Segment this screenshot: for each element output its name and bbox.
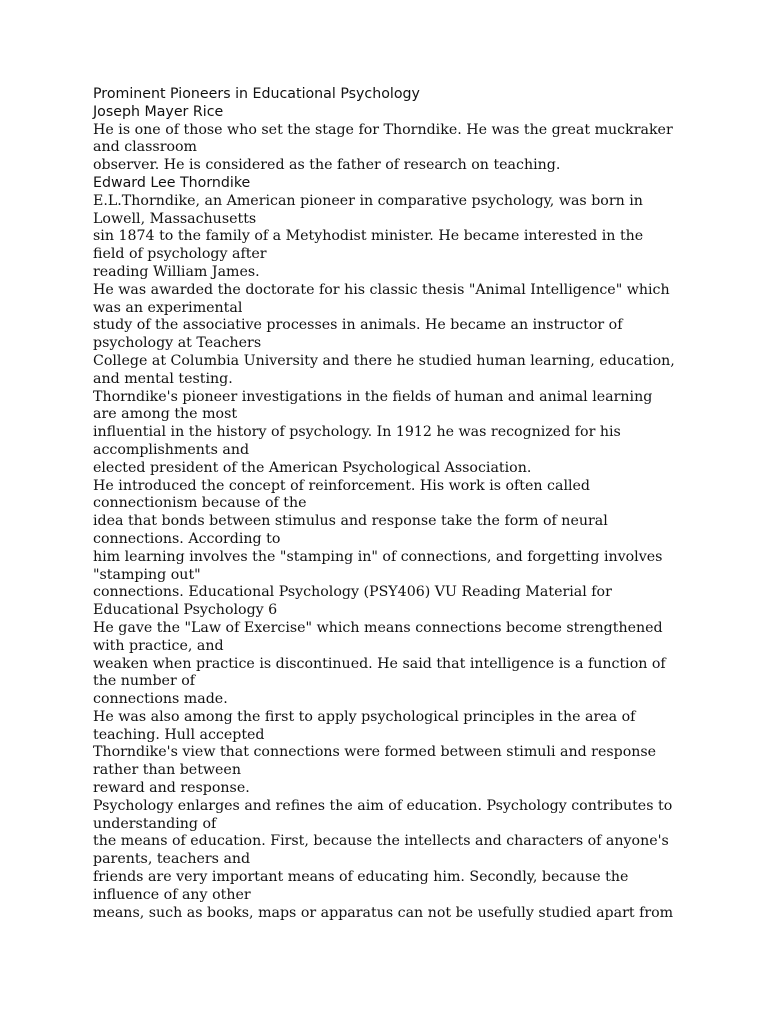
- text-line: are among the most: [93, 406, 238, 423]
- text-line: connections. Educational Psychology (PSY406) VU Reading Material for: [93, 584, 612, 601]
- section-heading-rice: Joseph Mayer Rice: [93, 103, 224, 120]
- text-line: the number of: [93, 673, 196, 690]
- text-line: reading William James.: [93, 263, 260, 280]
- text-line: E.L.Thorndike, an American pioneer in comparative psychology, was born in: [93, 192, 643, 209]
- text-line: Educational Psychology 6: [93, 602, 278, 619]
- section-rice: [93, 104, 683, 175]
- text-line: connectionism because of the: [93, 495, 307, 512]
- text-line: College at Columbia University and there he studied human learning, education,: [93, 352, 675, 369]
- text-line: He is one of those who set the stage for Thorndike. He was the great muckraker: [93, 121, 673, 138]
- text-line: connections. According to: [93, 530, 281, 547]
- text-line: and classroom: [93, 139, 198, 156]
- text-line: Thorndike's view that connections were formed between stimuli and response: [93, 744, 657, 761]
- text-line: understanding of: [93, 815, 217, 832]
- text-line: psychology at Teachers: [93, 335, 262, 352]
- document-page: [93, 86, 683, 922]
- text-line: parents, teachers and: [93, 851, 251, 868]
- text-line: He introduced the concept of reinforcement. His work is often called: [93, 477, 591, 494]
- text-line: weaken when practice is discontinued. He said that intelligence is a function of: [93, 655, 666, 672]
- text-line: means, such as books, maps or apparatus can not be usefully studied apart from: [93, 904, 674, 921]
- text-line: study of the associative processes in animals. He became an instructor of: [93, 317, 623, 334]
- text-line: and mental testing.: [93, 370, 233, 387]
- text-line: accomplishments and: [93, 441, 250, 458]
- text-line: with practice, and: [93, 637, 224, 654]
- text-line: He was also among the first to apply psychological principles in the area of: [93, 708, 636, 725]
- text-line: "stamping out": [93, 566, 201, 583]
- text-line: connections made.: [93, 691, 228, 708]
- text-line: friends are very important means of educating him. Secondly, because the: [93, 869, 629, 886]
- text-line: influential in the history of psychology. In 1912 he was recognized for his: [93, 424, 621, 441]
- document-title: Prominent Pioneers in Educational Psychology: [93, 86, 420, 102]
- text-line: Lowell, Massachusetts: [93, 210, 257, 227]
- text-line: idea that bonds between stimulus and response take the form of neural: [93, 513, 608, 530]
- section-thorndike: [93, 175, 683, 922]
- text-line: Thorndike's pioneer investigations in the fields of human and animal learning: [93, 388, 653, 405]
- text-line: the means of education. First, because the intellects and characters of anyone's: [93, 833, 669, 850]
- text-line: was an experimental: [93, 299, 243, 316]
- text-line: sin 1874 to the family of a Metyhodist minister. He became interested in the: [93, 228, 644, 245]
- text-line: He gave the "Law of Exercise" which means connections become strengthened: [93, 619, 663, 636]
- text-line: him learning involves the "stamping in" of connections, and forgetting involves: [93, 548, 663, 565]
- text-line: elected president of the American Psychological Association.: [93, 459, 532, 476]
- text-line: teaching. Hull accepted: [93, 726, 265, 743]
- text-line: reward and response.: [93, 780, 250, 797]
- text-line: He was awarded the doctorate for his classic thesis "Animal Intelligence" which: [93, 281, 670, 298]
- text-line: Psychology enlarges and refines the aim of education. Psychology contributes to: [93, 797, 673, 814]
- text-line: field of psychology after: [93, 246, 267, 263]
- text-line: rather than between: [93, 762, 241, 779]
- text-line: observer. He is considered as the father of research on teaching.: [93, 157, 561, 174]
- section-heading-thorndike: Edward Lee Thorndike: [93, 174, 251, 191]
- text-line: influence of any other: [93, 886, 251, 903]
